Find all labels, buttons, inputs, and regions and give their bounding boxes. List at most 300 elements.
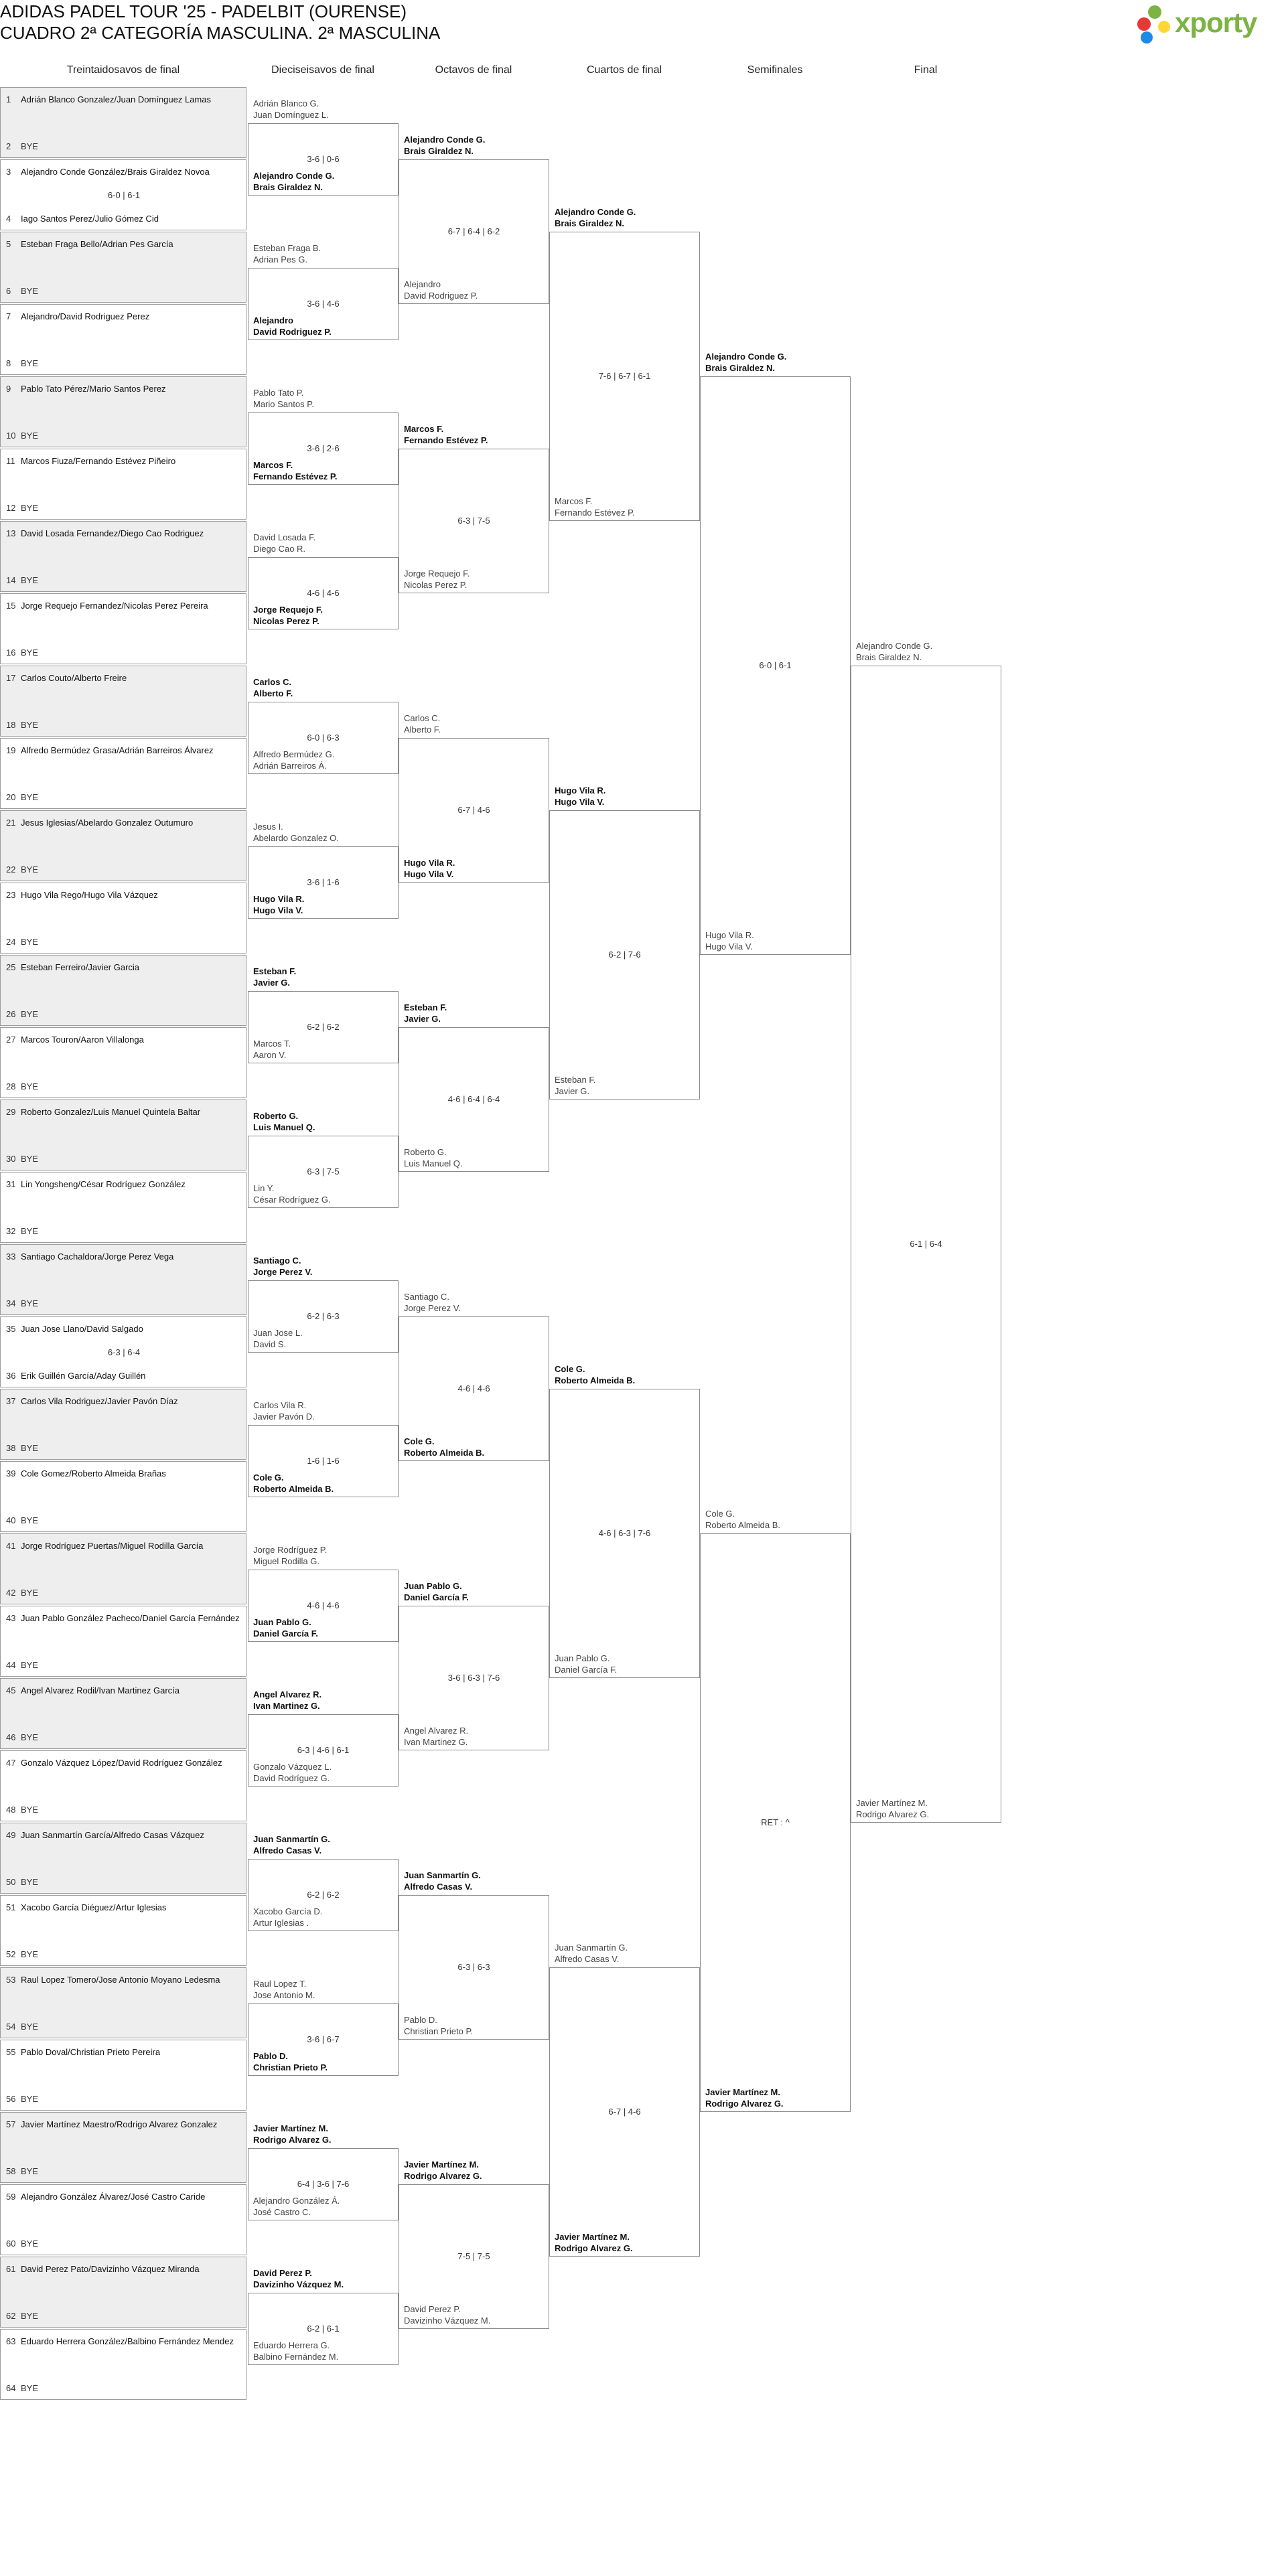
seed-number: 62 (6, 2311, 16, 2321)
seed-number: 24 (6, 937, 16, 947)
player-name: Roberto G. (253, 1111, 299, 1121)
player-name: Esteban F. (404, 1002, 447, 1012)
player-pair-name: BYE (21, 648, 39, 658)
player-pair-name: Lin Yongsheng/César Rodríguez González (21, 1179, 186, 1189)
player-name: Juan Sanmartín G. (555, 1943, 628, 1953)
player-name: Adrián Blanco G. (253, 98, 319, 108)
first-round-match[interactable] (0, 2112, 246, 2183)
player-pair-name: BYE (21, 358, 39, 368)
player-pair-name: Pablo Tato Pérez/Mario Santos Perez (21, 384, 166, 394)
first-round-match[interactable] (0, 1100, 246, 1170)
match-score: 3-6 | 0-6 (307, 154, 340, 164)
player-pair-name: Javier Martínez Maestro/Rodrigo Alvarez Gonzalez (21, 2119, 218, 2129)
player-pair-name: Adrián Blanco Gonzalez/Juan Domínguez Lamas (21, 94, 211, 104)
player-name: Jorge Requejo F. (404, 569, 470, 579)
player-name: Marcos T. (253, 1039, 291, 1049)
player-name: Pablo Tato P. (253, 388, 304, 398)
first-round-match[interactable] (0, 87, 246, 158)
player-name: David Perez P. (253, 2268, 312, 2278)
seed-number: 20 (6, 792, 16, 802)
player-name: David Rodriguez P. (253, 327, 332, 337)
player-name: Pablo D. (253, 2051, 289, 2061)
player-pair-name: Alejandro González Álvarez/José Castro Caride (21, 2192, 206, 2202)
match-score: 3-6 | 6-7 (307, 2034, 340, 2044)
player-name: Hugo Vila R. (404, 858, 455, 868)
match-score: 3-6 | 1-6 (307, 877, 340, 887)
player-pair-name: BYE (21, 503, 39, 513)
player-pair-name: BYE (21, 1515, 39, 1525)
player-name: Hugo Vila R. (555, 785, 606, 795)
match-score: 3-6 | 4-6 (307, 299, 340, 309)
player-name: Roberto G. (404, 1147, 447, 1157)
player-name: Lin Y. (253, 1183, 275, 1193)
player-pair-name: Carlos Vila Rodriguez/Javier Pavón Díaz (21, 1396, 178, 1406)
player-name: José Castro C. (253, 2207, 311, 2217)
player-pair-name: Marcos Fiuza/Fernando Estévez Piñeiro (21, 456, 176, 466)
first-round-match[interactable] (0, 304, 246, 375)
player-name: Alberto F. (404, 725, 441, 735)
player-name: Cole G. (705, 1509, 735, 1519)
player-name: Fernando Estévez P. (253, 471, 338, 481)
player-name: Aaron V. (253, 1050, 287, 1060)
player-name: Ivan Martinez G. (404, 1737, 468, 1747)
player-name: Javier Martínez M. (705, 2087, 780, 2097)
player-name: Luis Manuel Q. (404, 1158, 463, 1168)
seed-number: 60 (6, 2239, 16, 2249)
player-name: Javier Martínez M. (253, 2123, 328, 2133)
match-score: 6-2 | 7-6 (608, 950, 641, 960)
first-round-match[interactable] (0, 1027, 246, 1098)
player-name: Eduardo Herrera G. (253, 2340, 330, 2350)
seed-number: 63 (6, 2336, 16, 2346)
match-score: 6-3 | 6-4 (107, 1347, 141, 1357)
xporty-logo-icon (1133, 3, 1173, 46)
seed-number: 28 (6, 1081, 16, 1091)
player-name: Alfredo Casas V. (555, 1954, 620, 1964)
seed-number: 31 (6, 1179, 16, 1189)
player-pair-name: Alejandro Conde González/Brais Giraldez Novoa (21, 167, 210, 177)
player-pair-name: Esteban Ferreiro/Javier Garcia (21, 962, 140, 972)
player-pair-name: Carlos Couto/Alberto Freire (21, 673, 127, 683)
player-name: Gonzalo Vázquez L. (253, 1762, 332, 1772)
seed-number: 12 (6, 503, 16, 513)
player-name: Javier Pavón D. (253, 1412, 315, 1422)
first-round-match[interactable] (0, 1316, 246, 1387)
player-name: Christian Prieto P. (404, 2026, 474, 2036)
seed-number: 54 (6, 2022, 16, 2032)
seed-number: 50 (6, 1877, 16, 1887)
player-pair-name: Cole Gomez/Roberto Almeida Brañas (21, 1468, 166, 1479)
player-name: Rodrigo Alvarez G. (404, 2171, 482, 2181)
player-name: Jorge Perez V. (404, 1303, 461, 1313)
player-name: Christian Prieto P. (253, 2062, 328, 2072)
player-name: Fernando Estévez P. (404, 435, 488, 445)
player-name: Jesus I. (253, 822, 283, 832)
player-pair-name: BYE (21, 1443, 39, 1453)
match-score: 6-3 | 7-5 (307, 1166, 340, 1177)
player-name: Daniel García F. (555, 1665, 618, 1675)
player-name: David Losada F. (253, 532, 316, 542)
player-pair-name: BYE (21, 1805, 39, 1815)
match-score: 6-2 | 6-2 (307, 1890, 340, 1900)
player-pair-name: Angel Alvarez Rodil/Ivan Martinez García (21, 1685, 180, 1695)
player-pair-name: BYE (21, 720, 39, 730)
player-name: Daniel García F. (253, 1628, 318, 1639)
seed-number: 29 (6, 1107, 16, 1117)
player-name: Rodrigo Alvarez G. (705, 2099, 784, 2109)
match-score: 4-6 | 4-6 (307, 1600, 340, 1610)
seed-number: 48 (6, 1805, 16, 1815)
player-name: Cole G. (253, 1472, 284, 1483)
player-name: David Perez P. (404, 2304, 461, 2314)
player-name: Alejandro González Á. (253, 2196, 340, 2206)
match-score: 6-2 | 6-1 (307, 2324, 340, 2334)
player-name: Juan Pablo G. (404, 1581, 462, 1591)
player-pair-name: Alejandro/David Rodriguez Perez (21, 311, 150, 321)
player-name: Juan Domínguez L. (253, 110, 329, 120)
player-pair-name: BYE (21, 1081, 39, 1091)
round-header: Semifinales (747, 64, 803, 76)
player-pair-name: BYE (21, 575, 39, 585)
match-score: 3-6 | 6-3 | 7-6 (447, 1673, 500, 1683)
first-round-match[interactable] (0, 1967, 246, 2038)
match-score: 6-2 | 6-3 (307, 1311, 340, 1321)
first-round-match[interactable] (0, 1244, 246, 1315)
player-name: Angel Alvarez R. (253, 1689, 322, 1699)
player-name: Raul Lopez T. (253, 1979, 307, 1989)
player-name: Jose Antonio M. (253, 1990, 315, 2000)
seed-number: 58 (6, 2166, 16, 2176)
seed-number: 59 (6, 2192, 16, 2202)
round-header: Dieciseisavos de final (271, 64, 374, 76)
player-name: Carlos C. (253, 677, 292, 687)
seed-number: 57 (6, 2119, 16, 2129)
player-pair-name: Eduardo Herrera González/Balbino Fernández Mendez (21, 2336, 234, 2346)
player-pair-name: Raul Lopez Tomero/Jose Antonio Moyano Ledesma (21, 1975, 220, 1985)
player-name: Alejandro Conde G. (404, 135, 486, 145)
player-name: Alfredo Bermúdez G. (253, 749, 335, 759)
player-pair-name: Pablo Doval/Christian Prieto Pereira (21, 2047, 161, 2057)
player-name: Daniel García F. (404, 1592, 469, 1602)
player-name: Cole G. (404, 1436, 435, 1446)
player-name: Roberto Almeida B. (253, 1484, 334, 1494)
first-round-match[interactable] (0, 1172, 246, 1243)
match-score: 4-6 | 6-3 | 7-6 (598, 1528, 651, 1538)
player-name: Brais Giraldez N. (856, 652, 922, 662)
player-name: Javier Martínez M. (555, 2232, 630, 2242)
first-round-match[interactable] (0, 232, 246, 303)
round-header: Treintaidosavos de final (66, 64, 180, 76)
seed-number: 18 (6, 720, 16, 730)
first-round-match[interactable] (0, 883, 246, 954)
first-round-match[interactable] (0, 593, 246, 664)
player-name: Brais Giraldez N. (705, 363, 776, 373)
player-pair-name: BYE (21, 141, 39, 151)
player-name: Carlos C. (404, 713, 441, 723)
player-name: Juan Sanmartín G. (253, 1834, 330, 1844)
match-score: 3-6 | 2-6 (307, 443, 340, 453)
player-name: Santiago C. (253, 1256, 301, 1266)
player-name: Juan Sanmartín G. (404, 1870, 481, 1880)
player-name: Nicolas Perez P. (253, 616, 319, 626)
player-name: Artur Iglesias . (253, 1918, 309, 1928)
player-pair-name: BYE (21, 286, 39, 296)
player-pair-name: Erik Guillén García/Aday Guillén (21, 1371, 146, 1381)
player-name: Davizinho Vázquez M. (253, 2279, 344, 2289)
player-name: Alejandro Conde G. (705, 352, 787, 362)
seed-number: 64 (6, 2383, 16, 2393)
seed-number: 14 (6, 575, 16, 585)
seed-number: 3 (6, 167, 11, 177)
seed-number: 17 (6, 673, 16, 683)
player-pair-name: BYE (21, 792, 39, 802)
first-round-match[interactable] (0, 2040, 246, 2111)
first-round-match[interactable] (0, 1461, 246, 1532)
player-pair-name: BYE (21, 2094, 39, 2104)
first-round-match[interactable] (0, 2257, 246, 2328)
player-pair-name: BYE (21, 2383, 39, 2393)
seed-number: 43 (6, 1613, 16, 1623)
player-name: Rodrigo Alvarez G. (253, 2135, 332, 2145)
player-name: Alejandro (404, 279, 441, 289)
seed-number: 46 (6, 1732, 16, 1742)
seed-number: 7 (6, 311, 11, 321)
player-pair-name: BYE (21, 1009, 39, 1019)
player-name: Alejandro (253, 315, 293, 325)
seed-number: 39 (6, 1468, 16, 1479)
match-score: 6-7 | 4-6 (608, 2107, 641, 2117)
player-pair-name: BYE (21, 431, 39, 441)
seed-number: 26 (6, 1009, 16, 1019)
player-name: Nicolas Perez P. (404, 580, 468, 590)
player-name: Juan Pablo G. (253, 1617, 311, 1627)
seed-number: 42 (6, 1588, 16, 1598)
player-pair-name: BYE (21, 1226, 39, 1236)
player-name: Alfredo Casas V. (404, 1882, 473, 1892)
round-header: Cuartos de final (586, 64, 662, 76)
first-round-match[interactable] (0, 2329, 246, 2400)
seed-number: 22 (6, 864, 16, 875)
match-score: RET : ^ (761, 1817, 790, 1827)
first-round-match[interactable] (0, 810, 246, 881)
player-name: Brais Giraldez N. (555, 218, 625, 228)
first-round-match[interactable] (0, 1606, 246, 1677)
player-name: Roberto Almeida B. (705, 1520, 781, 1530)
player-name: Juan Jose L. (253, 1328, 303, 1338)
xporty-logo[interactable] (1133, 3, 1285, 46)
player-name: Xacobo García D. (253, 1906, 323, 1916)
seed-number: 13 (6, 528, 16, 538)
player-pair-name: Jesus Iglesias/Abelardo Gonzalez Outumuro (21, 818, 194, 828)
player-name: Esteban Fraga B. (253, 243, 322, 253)
player-name: Alejandro Conde G. (555, 207, 636, 217)
match-score: 4-6 | 6-4 | 6-4 (447, 1094, 500, 1104)
player-name: Davizinho Vázquez M. (404, 2316, 491, 2326)
match-score: 6-2 | 6-2 (307, 1022, 340, 1032)
first-round-match[interactable] (0, 1533, 246, 1604)
first-round-match[interactable] (0, 449, 246, 520)
player-name: Jorge Rodríguez P. (253, 1545, 328, 1555)
player-name: Javier Martínez M. (404, 2160, 479, 2170)
match-score: 6-3 | 7-5 (457, 516, 490, 526)
round-header: Octavos de final (435, 64, 512, 76)
seed-number: 15 (6, 601, 16, 611)
player-name: Balbino Fernández M. (253, 2352, 339, 2362)
player-name: David Rodríguez G. (253, 1773, 330, 1783)
player-pair-name: Jorge Rodríguez Puertas/Miguel Rodilla García (21, 1541, 204, 1551)
seed-number: 9 (6, 384, 11, 394)
first-round-match[interactable] (0, 1678, 246, 1749)
player-pair-name: Alfredo Bermúdez Grasa/Adrián Barreiros Álvarez (21, 745, 214, 755)
match-score: 1-6 | 1-6 (307, 1456, 340, 1466)
player-name: Mario Santos P. (253, 399, 314, 409)
player-name: Ivan Martinez G. (253, 1701, 320, 1711)
seed-number: 38 (6, 1443, 16, 1453)
seed-number: 21 (6, 818, 16, 828)
player-name: Juan Pablo G. (555, 1653, 610, 1663)
first-round-match[interactable] (0, 2184, 246, 2255)
player-pair-name: David Perez Pato/Davizinho Vázquez Miranda (21, 2264, 200, 2274)
seed-number: 8 (6, 358, 11, 368)
seed-number: 30 (6, 1154, 16, 1164)
seed-number: 45 (6, 1685, 16, 1695)
seed-number: 16 (6, 648, 16, 658)
seed-number: 33 (6, 1252, 16, 1262)
seed-number: 32 (6, 1226, 16, 1236)
player-name: Javier G. (253, 978, 290, 988)
seed-number: 61 (6, 2264, 16, 2274)
first-round-match[interactable] (0, 1750, 246, 1821)
first-round-match[interactable] (0, 521, 246, 592)
player-pair-name: BYE (21, 1298, 39, 1308)
player-name: Javier G. (404, 1014, 441, 1024)
player-name: Alejandro Conde G. (856, 641, 933, 651)
seed-number: 52 (6, 1949, 16, 1959)
player-name: David Rodriguez P. (404, 291, 478, 301)
player-pair-name: Hugo Vila Rego/Hugo Vila Vázquez (21, 890, 158, 900)
logo-wordmark: xporty (1175, 7, 1257, 38)
first-round-match[interactable] (0, 738, 246, 809)
first-round-match[interactable] (0, 955, 246, 1026)
player-name: Javier G. (555, 1086, 590, 1096)
match-score: 6-1 | 6-4 (910, 1239, 942, 1249)
seed-number: 27 (6, 1035, 16, 1045)
player-name: Hugo Vila V. (555, 797, 605, 807)
first-round-match[interactable] (0, 1389, 246, 1460)
player-name: Luis Manuel Q. (253, 1122, 315, 1132)
player-pair-name: BYE (21, 1588, 39, 1598)
first-round-match[interactable] (0, 376, 246, 447)
player-name: Adrián Barreiros Á. (253, 761, 327, 771)
player-name: Fernando Estévez P. (555, 508, 635, 518)
player-pair-name: Juan Jose Llano/David Salgado (21, 1324, 143, 1334)
player-pair-name: BYE (21, 1660, 39, 1670)
player-name: Javier Martínez M. (856, 1798, 928, 1808)
player-pair-name: BYE (21, 937, 39, 947)
seed-number: 6 (6, 286, 11, 296)
player-name: Santiago C. (404, 1292, 449, 1302)
first-round-match[interactable] (0, 159, 246, 230)
player-name: Adrian Pes G. (253, 254, 307, 264)
player-name: Esteban F. (555, 1075, 596, 1085)
player-name: Brais Giraldez N. (253, 182, 324, 192)
seed-number: 44 (6, 1660, 16, 1670)
seed-number: 47 (6, 1758, 16, 1768)
first-round-match[interactable] (0, 1823, 246, 1894)
match-score: 7-5 | 7-5 (457, 2251, 490, 2261)
player-name: Marcos F. (555, 496, 593, 506)
round-header: Final (914, 64, 938, 76)
seed-number: 23 (6, 890, 16, 900)
player-name: Alejandro Conde G. (253, 171, 335, 181)
player-name: Marcos F. (253, 460, 293, 470)
player-name: Alberto F. (253, 688, 293, 698)
player-name: David S. (253, 1339, 287, 1349)
player-pair-name: Santiago Cachaldora/Jorge Perez Vega (21, 1252, 174, 1262)
seed-number: 19 (6, 745, 16, 755)
player-name: Esteban F. (253, 966, 297, 976)
player-pair-name: BYE (21, 1732, 39, 1742)
match-score: 6-7 | 4-6 (457, 805, 490, 815)
seed-number: 37 (6, 1396, 16, 1406)
seed-number: 49 (6, 1830, 16, 1840)
player-name: Roberto Almeida B. (404, 1448, 485, 1458)
player-pair-name: Jorge Requejo Fernandez/Nicolas Perez Pereira (21, 601, 208, 611)
match-score: 7-6 | 6-7 | 6-1 (598, 371, 651, 381)
player-name: Miguel Rodilla G. (253, 1556, 319, 1566)
match-score: 6-3 | 4-6 | 6-1 (297, 1745, 350, 1755)
seed-number: 35 (6, 1324, 16, 1334)
seed-number: 36 (6, 1371, 16, 1381)
player-name: Alfredo Casas V. (253, 1845, 322, 1855)
seed-number: 11 (6, 456, 15, 466)
player-pair-name: BYE (21, 1949, 39, 1959)
player-pair-name: Esteban Fraga Bello/Adrian Pes García (21, 239, 173, 249)
match-score: 6-7 | 6-4 | 6-2 (447, 226, 500, 236)
seed-number: 4 (6, 214, 11, 224)
player-pair-name: BYE (21, 2022, 39, 2032)
player-name: Hugo Vila V. (705, 941, 753, 952)
player-name: Marcos F. (404, 424, 444, 434)
player-pair-name: BYE (21, 1877, 39, 1887)
player-pair-name: BYE (21, 1154, 39, 1164)
first-round-match[interactable] (0, 666, 246, 737)
player-pair-name: Marcos Touron/Aaron Villalonga (21, 1035, 144, 1045)
tournament-title: ADIDAS PADEL TOUR '25 - PADELBIT (OURENSE) (0, 1, 407, 21)
player-pair-name: BYE (21, 2239, 39, 2249)
player-name: Rodrigo Alvarez G. (856, 1809, 930, 1819)
seed-number: 34 (6, 1298, 16, 1308)
first-round-match[interactable] (0, 1895, 246, 1966)
player-name: Hugo Vila R. (705, 930, 754, 940)
player-name: Brais Giraldez N. (404, 146, 474, 156)
seed-number: 2 (6, 141, 11, 151)
player-name: Angel Alvarez R. (404, 1726, 469, 1736)
player-pair-name: BYE (21, 864, 39, 875)
player-pair-name: Xacobo García Diéguez/Artur Iglesias (21, 1902, 167, 1912)
player-name: Hugo Vila R. (253, 894, 305, 904)
seed-number: 41 (6, 1541, 16, 1551)
player-name: Jorge Perez V. (253, 1267, 313, 1277)
seed-number: 10 (6, 431, 16, 441)
player-name: Rodrigo Alvarez G. (555, 2243, 633, 2253)
match-score: 4-6 | 4-6 (307, 588, 340, 598)
player-name: Hugo Vila V. (253, 905, 303, 915)
seed-number: 53 (6, 1975, 16, 1985)
match-score: 6-0 | 6-1 (107, 190, 141, 200)
player-pair-name: Roberto Gonzalez/Luis Manuel Quintela Baltar (21, 1107, 201, 1117)
match-score: 6-0 | 6-1 (759, 660, 792, 670)
